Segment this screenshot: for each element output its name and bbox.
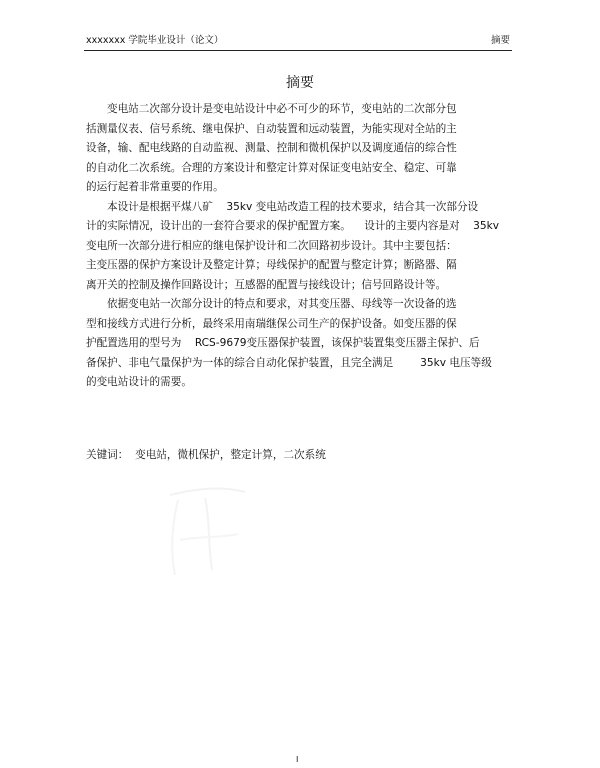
- abstract-line: 的自动化二次系统。合理的方案设计和整定计算对保证变电站安全、稳定、可靠: [86, 161, 457, 174]
- abstract-line: 本设计是根据平煤八矿 35kv 变电站改造工程的技术要求，结合其一次部分设: [107, 200, 479, 213]
- header-right-text: 摘要: [490, 35, 510, 46]
- abstract-line: 备保护、非电气量保护为一体的综合自动化保护装置，且完全满足 35kv 电压等级: [86, 356, 492, 369]
- abstract-body: [86, 100, 518, 393]
- abstract-line: 依据变电站一次部分设计的特点和要求，对其变压器、母线等一次设备的选: [107, 298, 457, 310]
- header-rule: [84, 50, 512, 51]
- page-header: [86, 34, 510, 48]
- abstract-line: 变电所一次部分进行相应的继电保护设计和二次回路初步设计。其中主要包括：: [86, 239, 457, 252]
- abstract-line: 离开关的控制及操作回路设计；互感器的配置与接线设计；信号回路设计等。: [86, 278, 447, 291]
- keywords-line: 关键词： 变电站，微机保护，整定计算，二次系统: [86, 449, 326, 461]
- page-title: 摘要: [286, 75, 314, 91]
- abstract-line: 变电站二次部分设计是变电站设计中必不可少的环节，变电站的二次部分包: [107, 103, 457, 115]
- abstract-line: 计的实际情况，设计出的一套符合要求的保护配置方案。 设计的主要内容是对 35kv: [86, 220, 500, 232]
- header-left-text: xxxxxxx 学院毕业设计（论文）: [86, 35, 224, 46]
- abstract-line: 的变电站设计的需要。: [86, 376, 192, 388]
- abstract-line: 的运行起着非常重要的作用。: [86, 181, 224, 193]
- page-number: I: [296, 755, 299, 764]
- abstract-line: 设备，输、配电线路的自动监视、测量、控制和微机保护以及调度通信的综合性: [86, 142, 457, 154]
- abstract-line: 括测量仪表、信号系统、继电保护、自动装置和远动装置，为能实现对全站的主: [86, 122, 457, 135]
- abstract-line: 护配置选用的型号为 RCS-9679变压器保护装置，该保护装置集变压器主保护、后: [86, 337, 480, 349]
- faint-scan-mark: [150, 470, 270, 590]
- abstract-line: 主变压器的保护方案设计及整定计算；母线保护的配置与整定计算；断路器、隔: [86, 259, 457, 271]
- abstract-line: 型和接线方式进行分析，最终采用南瑞继保公司生产的保护设备。如变压器的保: [86, 317, 457, 330]
